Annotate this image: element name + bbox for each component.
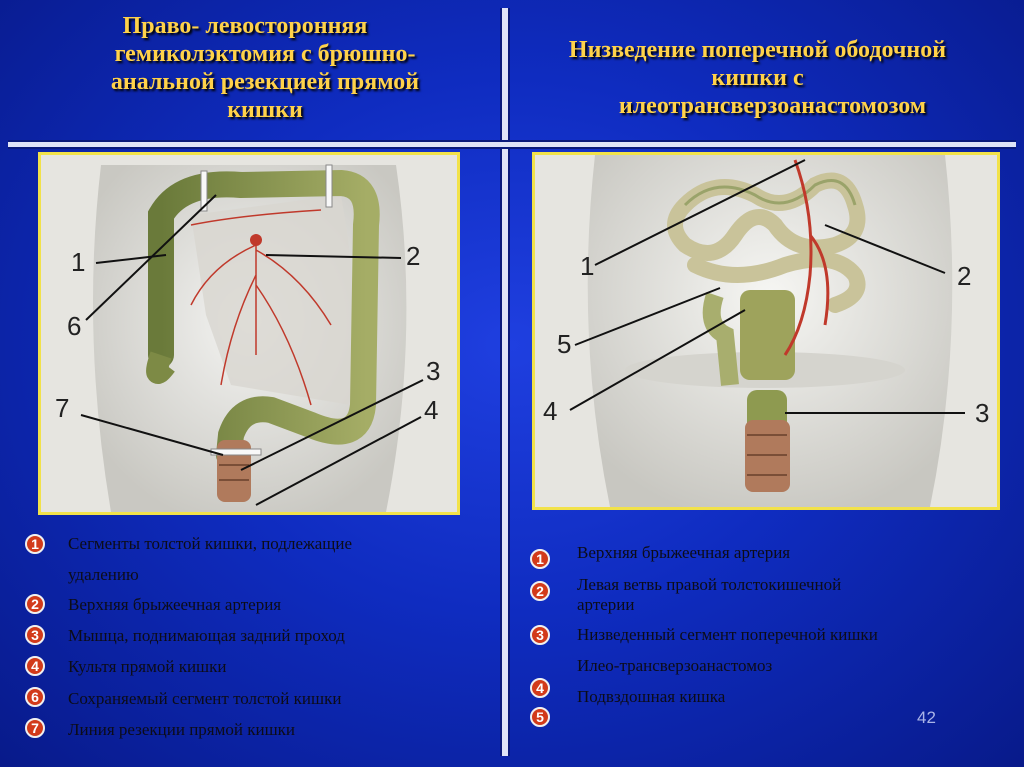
left-legend-text-7: Линия резекции прямой кишки bbox=[68, 720, 296, 739]
right-legend-text-4: Подвздошная кишка bbox=[577, 687, 726, 706]
left-callout-2: 2 bbox=[406, 241, 421, 271]
right-title-line2: кишки с bbox=[711, 65, 804, 91]
left-legend-badge-6: 6 bbox=[25, 687, 45, 707]
left-callout-6: 6 bbox=[67, 311, 82, 341]
right-legend-badge-3: 3 bbox=[530, 625, 550, 645]
left-legend-badge-2: 2 bbox=[25, 594, 45, 614]
left-legend-text-3: Мышца, поднимающая задний проход bbox=[68, 626, 345, 645]
left-legend-badge-1: 1 bbox=[25, 534, 45, 554]
right-callout-4: 4 bbox=[543, 396, 558, 426]
right-legend-text-2: Левая ветвь правой толстокишечной bbox=[577, 575, 842, 594]
left-callout-4: 4 bbox=[424, 395, 439, 425]
left-anatomy-illustration bbox=[41, 155, 457, 512]
right-anatomy-figure bbox=[532, 152, 1000, 510]
left-callout-7: 7 bbox=[55, 393, 70, 423]
right-legend-text-2b: артерии bbox=[577, 595, 635, 614]
page-number: 42 bbox=[917, 708, 936, 727]
right-legend-text-3: Низведенный сегмент поперечной кишки bbox=[577, 625, 878, 644]
left-legend-text-1b: удалению bbox=[68, 565, 139, 584]
right-legend-badge-2: 2 bbox=[530, 581, 550, 601]
right-callout-3: 3 bbox=[975, 398, 990, 428]
right-legend-text-1: Верхняя брыжеечная артерия bbox=[577, 543, 791, 562]
left-title bbox=[40, 12, 490, 124]
horizontal-divider bbox=[8, 140, 1016, 149]
left-callout-3: 3 bbox=[426, 356, 441, 386]
right-title-line3: илеотрансверзоанастомозом bbox=[618, 93, 927, 119]
left-anatomy-figure bbox=[38, 152, 460, 515]
right-callout-5: 5 bbox=[557, 329, 572, 359]
left-title-line2: гемиколэктомия с брюшно- bbox=[114, 41, 416, 67]
right-callout-1: 1 bbox=[580, 251, 595, 281]
left-title-line1: Право- левосторонняя bbox=[122, 13, 368, 39]
right-title-line1: Низведение поперечной ободочной bbox=[568, 37, 947, 63]
left-legend-badge-4: 4 bbox=[25, 656, 45, 676]
vertical-divider bbox=[500, 8, 510, 756]
right-legend-text-ileo: Илео-трансверзоанастомоз bbox=[577, 656, 773, 675]
left-legend-text-4: Культя прямой кишки bbox=[68, 657, 227, 676]
left-title-line4: кишки bbox=[227, 97, 303, 123]
right-legend-badge-5: 5 bbox=[530, 707, 550, 727]
left-legend-badge-7: 7 bbox=[25, 718, 45, 738]
right-legend-badge-1: 1 bbox=[530, 549, 550, 569]
right-legend-badge-4: 4 bbox=[530, 678, 550, 698]
right-anatomy-illustration bbox=[535, 155, 997, 507]
left-legend-badge-3: 3 bbox=[25, 625, 45, 645]
left-legend-text-2: Верхняя брыжеечная артерия bbox=[68, 595, 282, 614]
right-callout-2: 2 bbox=[957, 261, 972, 291]
left-callout-1: 1 bbox=[71, 247, 86, 277]
left-title-line3: анальной резекцией прямой bbox=[110, 69, 420, 95]
left-legend-text-6: Сохраняемый сегмент толстой кишки bbox=[68, 689, 342, 708]
left-legend-text-1: Сегменты толстой кишки, подлежащие bbox=[68, 534, 353, 553]
right-title bbox=[515, 36, 1000, 120]
